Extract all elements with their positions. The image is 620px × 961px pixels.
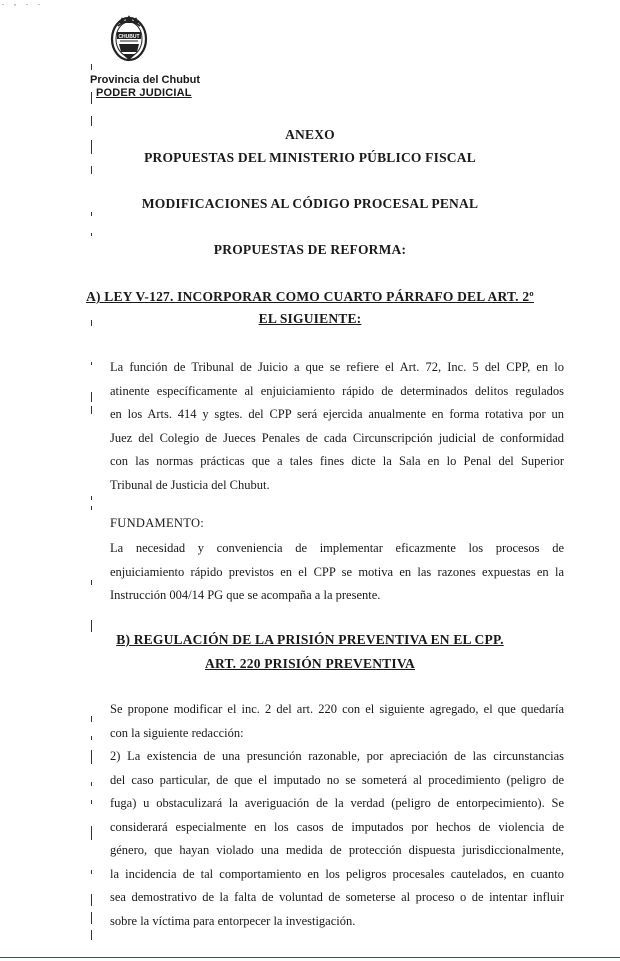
section-b-intro-line: Se propone modificar el inc. 2 del art. 220 con el siguiente agregado, el que quedaría [110,702,564,716]
section-b-line: del caso particular, de que el imputado no se someterá al procedimiento (peligro de [110,772,564,787]
section-a-line: Juez del Colegio de Jueces Penales de cada Circunscripción judicial de conformidad [110,430,564,445]
fundamento-label: FUNDAMENTO: [110,516,205,530]
section-a-body [110,356,564,497]
page-bottom-rule [0,957,620,958]
section-a-line: con las normas prácticas que a tales fines dicte la Sala en lo Penal del Superior [110,454,564,468]
scan-corner-marks: . , . . [2,0,44,7]
section-b-heading-line2: ART. 220 PRISIÓN PREVENTIVA [205,656,415,671]
section-b-line: género, que hayan violado una medida de protección dispuesta jurisdiccionalmente, [110,843,564,857]
section-a-line: atinente específicamente al enjuiciamiento rápido de determinados delitos regulados [110,383,564,398]
section-a-heading-line1: A) LEY V-127. INCORPORAR COMO CUARTO PÁRRAFO DEL ART. 2º [86,289,534,304]
seal-banner-text: CHUBUT [118,34,140,40]
modifications-title: MODIFICACIONES AL CÓDIGO PROCESAL PENAL [141,196,479,211]
left-margin-marks [88,0,96,961]
section-b-body [110,745,564,933]
reform-title: PROPUESTAS DE REFORMA: [213,242,407,257]
annex-title: ANEXO [285,127,335,142]
section-b-intro-line: con la siguiente redacción: [110,725,244,740]
fundamento-body [110,537,564,608]
section-b-line: considerará especialmente en los casos de imputados por hechos de violencia de [110,819,564,834]
section-b-line: sea demostrativo de la falta de voluntad de someterse al proceso o de intentar influir [110,890,564,904]
section-b-line: 2) La existencia de una presunción razonable, por apreciación de las circunstancias [110,749,564,763]
section-a-heading-line2: EL SIGUIENTE: [258,311,362,326]
proposals-title: PROPUESTAS DEL MINISTERIO PÚBLICO FISCAL [144,150,476,165]
section-b-line: la incidencia de tal comportamiento en los peligros procesales cautelados, en cuanto [110,866,564,881]
section-b-heading-line1: B) REGULACIÓN DE LA PRISIÓN PREVENTIVA EN EL CPP. [116,632,504,647]
fundamento-line: La necesidad y conveniencia de implementar eficazmente los procesos de [110,541,564,555]
fundamento-line: enjuiciamiento rápido previstos en el CPP se motiva en las razones expuestas en la [110,564,564,579]
province-name: Provincia del Chubut [90,74,201,86]
section-a-line: Tribunal de Justicia del Chubut. [110,477,270,492]
fundamento-line: Instrucción 004/14 PG que se acompaña a la presente. [110,588,381,602]
institution-header [90,74,200,100]
section-b-intro [110,698,564,745]
judicial-branch: PODER JUDICIAL [96,87,192,99]
section-b-line: fuga) u obstaculizará la averiguación de la verdad (peligro de entorpecimiento). Se [110,796,564,810]
section-a-line: en los Arts. 414 y sgtes. del CPP será ejercida anualmente en forma rotativa por un [110,407,564,421]
section-a-line: La función de Tribunal de Juicio a que se refiere el Art. 72, Inc. 5 del CPP, en lo [110,360,564,374]
chubut-seal-icon [108,14,150,64]
section-b-line: sobre la víctima para entorpecer la investigación. [110,913,356,928]
